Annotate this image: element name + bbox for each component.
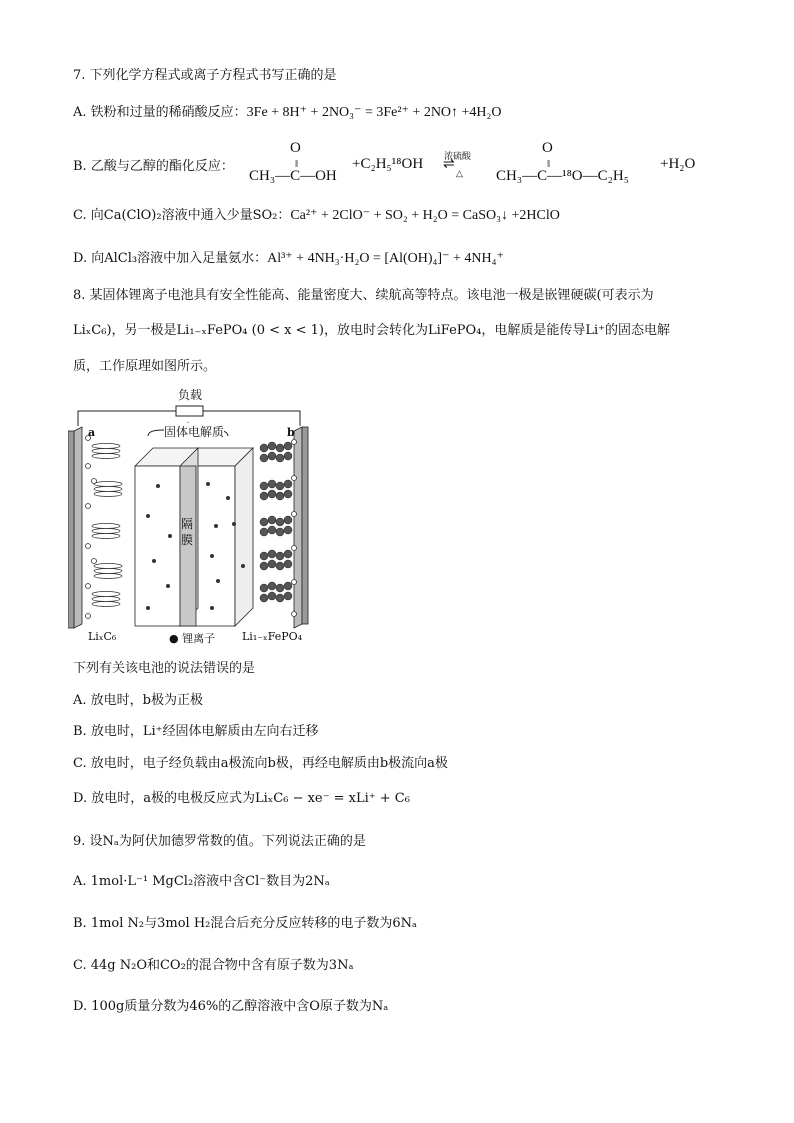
load-resistor [176,406,203,416]
electrolyte-label: 固体电解质 [164,425,225,439]
q7-d-label: D. 向AlCl₃溶液中加入足量氨水： [73,251,268,266]
ion-legend: ● 锂离子 [169,632,216,645]
electrode-a-label: a [88,426,96,439]
electrode-a [68,431,74,628]
q7-stem: 7. 下列化学方程式或离子方程式书写正确的是 [73,68,337,83]
q7-d-equation: Al³⁺ + 4NH₃·H₂O = [Al(OH)₄]⁻ + 4NH₄⁺ [267,251,504,266]
q7-b-struct2-formula: CH₃—C—¹⁸O—C₂H₅ [496,168,629,184]
q7-b-condition-bottom: △ [456,168,463,178]
electrode-b-label: b [287,426,295,439]
electrode-b [294,427,302,628]
q7-option-d [73,250,504,268]
q9-option-c: C. 44g N₂O和CO₂的混合物中含有原子数为3Nₐ [73,958,354,973]
q8-stem-line2: LiₓC₆)，另一极是Li₁₋ₓFePO₄ (0 < x < 1)，放电时会转化为LiFePO₄，电解质是能传导Li⁺的固态电解 [73,323,671,338]
load-label: 负载 [178,388,203,402]
right-material-label: Li₁₋ₓFePO₄ [242,630,303,643]
q7-a-label: A. 铁粉和过量的稀硝酸反应： [73,105,247,120]
battery-diagram [68,386,318,648]
q7-option-a [73,104,502,122]
q7-option-c [73,207,560,225]
q9-option-a: A. 1mol·L⁻¹ MgCl₂溶液中含Cl⁻数目为2Nₐ [73,874,330,889]
q7-b-struct1-double-bond: ‖ [295,158,299,170]
wire-left [78,411,176,426]
electrode-b-face [302,427,308,624]
q8-option-d: D. 放电时，a极的电极反应式为LiₓC₆ − xe⁻ = xLi⁺ + C₆ [73,791,410,806]
electrode-a-side [74,427,82,628]
separator-label: 隔膜 [181,517,194,547]
q7-b-water: +H₂O [660,156,696,172]
q7-b-ethanol: +C₂H₅¹⁸OH [352,156,424,172]
iron-phosphate-clusters [260,442,292,602]
electrolyte-side [235,448,253,626]
graphite-layers [92,444,122,607]
q7-c-label: C. 向Ca(ClO)₂溶液中通入少量SO₂： [73,208,291,223]
q8-option-a: A. 放电时，b极为正极 [73,693,203,708]
q8-stem-line1: 8. 某固体锂离子电池具有安全性能高、能量密度大、续航高等特点。该电池一极是嵌锂硬碳(可表示为 [73,288,654,303]
q8-ask: 下列有关该电池的说法错误的是 [73,661,256,676]
q9-option-d: D. 100g质量分数为46%的乙醇溶液中含O原子数为Nₐ [73,999,389,1014]
q7-b-label: B. 乙酸与乙醇的酯化反应： [73,159,234,174]
q8-stem-line3: 质，工作原理如图所示。 [73,359,217,374]
q7-b-struct1-formula: CH₃—C—OH [249,168,337,184]
q7-b-struct2-double-bond: ‖ [547,158,551,170]
q8-option-c: C. 放电时，电子经负载由a极流向b极，再经电解质由b极流向a极 [73,756,448,771]
q9-stem: 9. 设Nₐ为阿伏加德罗常数的值。下列说法正确的是 [73,834,366,849]
q7-a-equation: 3Fe + 8H⁺ + 2NO₃⁻ = 3Fe²⁺ + 2NO↑ +4H₂O [246,105,502,120]
q7-b-reversible-arrow: ⇌ [443,157,453,172]
q8-option-b: B. 放电时，Li⁺经固体电解质由左向右迁移 [73,724,319,739]
q7-b-condition-top: 浓硫酸 [444,151,472,161]
left-material-label: LiₓC₆ [88,630,117,643]
q9-option-b: B. 1mol N₂与3mol H₂混合后充分反应转移的电子数为6Nₐ [73,916,418,931]
q7-b-struct1-oxygen: O [290,140,301,156]
q7-b-struct2-oxygen: O [542,140,553,156]
q7-c-equation: Ca²⁺ + 2ClO⁻ + SO₂ + H₂O = CaSO₃↓ +2HClO [290,208,560,223]
